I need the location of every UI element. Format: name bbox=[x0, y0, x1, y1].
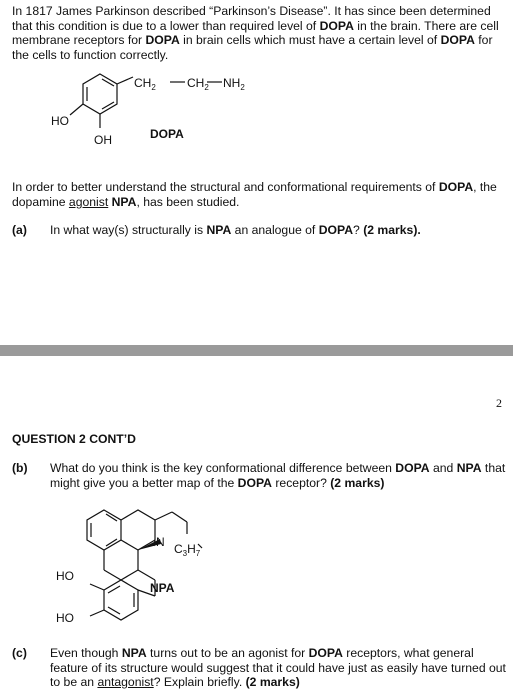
ho-label-upper: HO bbox=[56, 569, 74, 583]
marks-badge: (2 marks). bbox=[363, 223, 421, 237]
term-dopa: DOPA bbox=[319, 18, 354, 33]
ho-label: HO bbox=[51, 114, 69, 128]
page-divider bbox=[0, 345, 513, 356]
ch2-label-2: $CH_2$ bbox=[187, 76, 209, 92]
question-a-text: In what way(s) structurally is NPA an analogue of DOPA? (2 marks). bbox=[50, 223, 421, 237]
npa-intro-paragraph: In order to better understand the structural and conformational requirements of DOPA, the dopamine agonist NPA, has been studied. bbox=[12, 180, 497, 209]
question-b-text: What do you think is the key conformational difference between DOPA and NPA that might give you a better map of the DOPA receptor? (2 marks) bbox=[50, 461, 506, 490]
oh-label: OH bbox=[94, 133, 112, 147]
question-c-label: (c) bbox=[12, 646, 27, 660]
term-antagonist: antagonist bbox=[97, 675, 154, 690]
dopa-name-label: DOPA bbox=[150, 127, 184, 141]
question-a-label: (a) bbox=[12, 223, 27, 237]
npa-structure-diagram bbox=[40, 498, 240, 630]
question-b-label: (b) bbox=[12, 461, 28, 475]
section-heading: QUESTION 2 CONT’D bbox=[12, 432, 136, 446]
page-number: 2 bbox=[496, 396, 502, 410]
nitrogen-label: N bbox=[156, 535, 165, 549]
intro-paragraph: In 1817 James Parkinson described “Parkinson’s Disease”. It has since been determined that this condition is due to a lower than required level of DOPA in the brain. There are cell membrane receptors for DOPA in brain cells which must have a certain level of DOPA for the cells to function correctly. bbox=[12, 4, 499, 62]
npa-rings bbox=[87, 510, 202, 620]
marks-badge: (2 marks) bbox=[245, 675, 300, 690]
npa-name-label: NPA bbox=[150, 581, 175, 595]
ho-label-lower: HO bbox=[56, 611, 74, 625]
nh2-label: $NH_2$ bbox=[223, 76, 245, 92]
question-c-text: Even though NPA turns out to be an agonist for DOPA receptors, what general feature of its structure would suggest that it could have just as easily have turned out to be an antagonist? Explain briefly. (2 marks) bbox=[50, 646, 506, 690]
ch2-label-1: $CH_2$ bbox=[134, 76, 156, 92]
term-dopa: DOPA bbox=[145, 33, 180, 48]
term-dopa: DOPA bbox=[440, 33, 475, 48]
propyl-label: $C_3H_7$ bbox=[174, 542, 201, 558]
dopa-structure-diagram bbox=[0, 68, 260, 158]
term-agonist: agonist bbox=[68, 194, 109, 209]
marks-badge: (2 marks) bbox=[330, 475, 385, 490]
